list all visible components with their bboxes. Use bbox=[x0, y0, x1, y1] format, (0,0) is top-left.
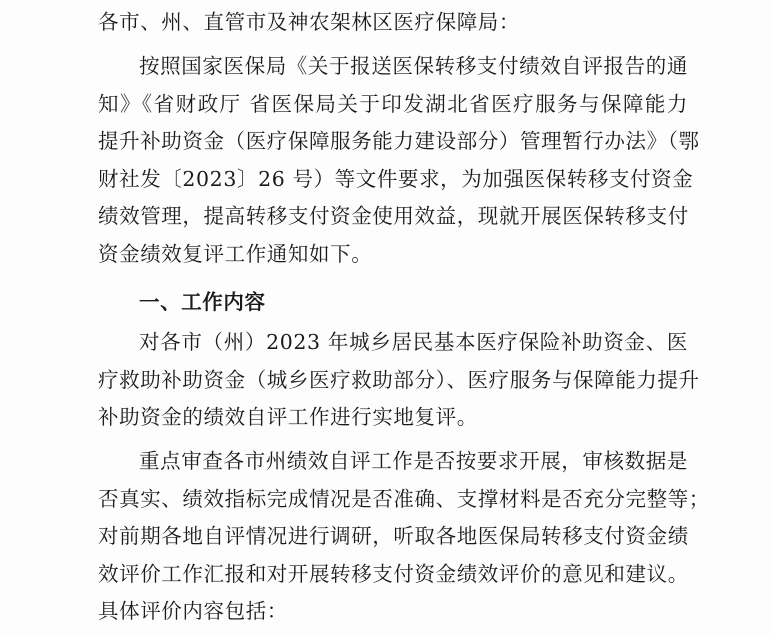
para1-line-1: 对各市（州）2023 年城乡居民基本医疗保险补助资金、医 bbox=[139, 330, 688, 354]
intro-line-1: 按照国家医保局《关于报送医保转移支付绩效自评报告的通 bbox=[139, 54, 688, 78]
intro-line-4: 财社发〔2023〕26 号）等文件要求，为加强医保转移支付资金 bbox=[98, 166, 694, 191]
para2-line-5: 具体评价内容包括： bbox=[98, 599, 288, 623]
salutation bbox=[98, 4, 688, 42]
intro-line-5: 绩效管理，提高转移支付资金使用效益，现就开展医保转移支付 bbox=[98, 204, 689, 228]
para1-line-2: 疗救助补助资金（城乡医疗救助部分）、医疗服务与保障能力提升 bbox=[98, 367, 700, 392]
para1-line-3: 补助资金的绩效自评工作进行实地复评。 bbox=[98, 405, 478, 429]
para2-line-3: 对前期各地自评情况进行调研，听取各地医保局转移支付资金绩 bbox=[98, 524, 689, 548]
para2-line-4: 效评价工作汇报和对开展转移支付资金绩效评价的意见和建议。 bbox=[98, 561, 689, 586]
intro-line-6: 资金绩效复评工作通知如下。 bbox=[98, 241, 373, 266]
intro-line-2: 知》《省财政厅 省医保局关于印发湖北省医疗服务与保障能力 bbox=[98, 91, 688, 116]
section-heading-work-content: 一、工作内容 bbox=[139, 290, 266, 314]
section1-paragraph-2 bbox=[98, 443, 710, 631]
salutation-line: 各市、州、直管市及神农架林区医疗保障局： bbox=[98, 10, 520, 34]
section1-paragraph-1 bbox=[98, 324, 700, 437]
para2-line-1: 重点审查各市州绩效自评工作是否按要求开展，审核数据是 bbox=[139, 449, 688, 473]
intro-paragraph bbox=[98, 48, 700, 273]
para2-line-2: 否真实、绩效指标完成情况是否准确、支撑材料是否充分完整等； bbox=[98, 486, 710, 511]
intro-line-3: 提升补助资金（医疗保障服务能力建设部分）管理暂行办法》（鄂 bbox=[98, 129, 700, 153]
